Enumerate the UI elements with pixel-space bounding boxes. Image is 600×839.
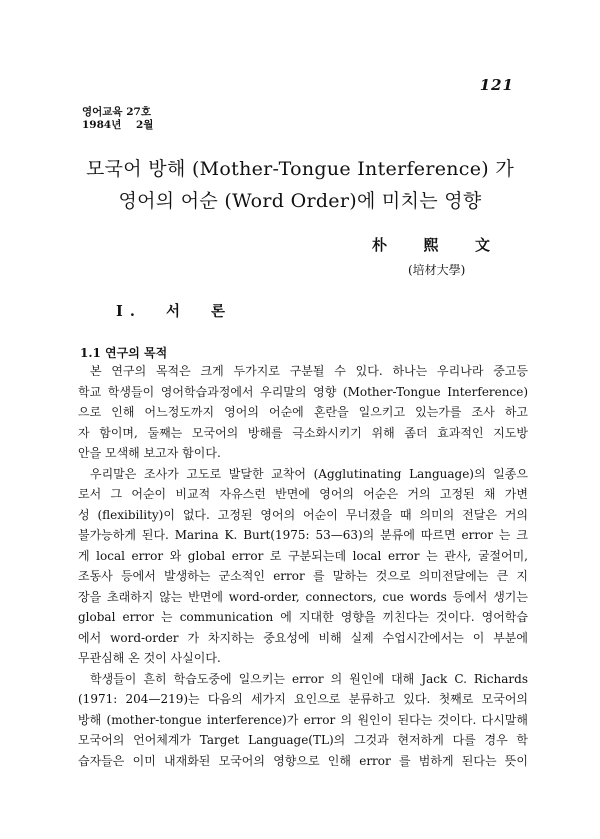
body-line: 불가능하게 된다. Marina K. Burt(1975: 53—63)의 분류에 따르면 error 는 크 xyxy=(78,528,528,542)
body-line: 우리말은 조사가 고도로 발달한 교착어 (Agglutinating Language)의 일종으 xyxy=(90,466,528,481)
body-line: 게 local error 와 global error 로 구분되는데 local error 는 관사, 굴절어미, xyxy=(78,548,528,563)
body-line: 자 함이며, 둘째는 모국어의 방해를 극소화시키기 위해 좀더 효과적인 지도방 xyxy=(78,425,528,440)
body-line: 본 연구의 목적은 크게 두가지로 구분될 수 있다. 하나는 우리나라 중고등 xyxy=(90,364,528,378)
body-line: 모국어의 언어체계가 Target Language(TL)의 그것과 현저하게 다를 경우 학 xyxy=(78,733,528,747)
body-line: 안을 모색해 보고자 함이다. xyxy=(78,446,221,460)
paper-title-line-1: 모국어 방해 (Mother-Tongue Interference) 가 xyxy=(86,158,514,180)
author-name-char: 朴 xyxy=(372,236,388,254)
journal-info xyxy=(82,106,153,132)
section-label-a: 서 xyxy=(165,303,181,320)
author-name xyxy=(372,234,490,255)
body-line: 학교 학생들이 영어학습과정에서 우리말의 영향 (Mother-Tongue Interference) xyxy=(78,384,528,399)
body-line: 로서 그 어순이 비교적 자유스런 반면에 영어의 어순은 거의 고정된 채 가변 xyxy=(78,487,528,501)
subsection-heading: 1.1 연구의 목적 xyxy=(80,346,168,360)
paper-title-line-2: 영어의 어순 (Word Order)에 미치는 영향 xyxy=(118,190,482,212)
body-line: 무관심해 온 것이 사실이다. xyxy=(78,651,221,665)
body-line: 방해 (mother-tongue interference)가 error 의 원인이 된다는 것이다. 다시말해 xyxy=(78,712,528,727)
body-line: 장을 초래하지 않는 반면에 word-order, connectors, cue words 등에서 생기는 xyxy=(78,589,528,604)
body-line: 습자들은 이미 내재화된 모국어의 영향으로 인해 error 를 범하게 된다는 뜻이 xyxy=(78,753,528,768)
author-name-char: 熙 xyxy=(423,236,439,254)
journal-issue: 영어교육 27호 xyxy=(82,106,151,118)
section-number: I . xyxy=(116,303,136,320)
section-label-b: 론 xyxy=(211,303,227,320)
body-line: 성 (flexibility)이 없다. 고정된 영어의 어순이 무너졌을 때 의미의 전달은 거의 xyxy=(78,507,528,522)
body-line: 으로 인해 어느정도까지 영어의 어순에 혼란을 일으키고 있는가를 조사 하고 xyxy=(78,405,528,419)
author-affiliation: (培材大學) xyxy=(408,263,466,277)
body-line: (1971: 204—219)는 다음의 세가지 요인으로 분류하고 있다. 첫째로 모국어의 xyxy=(78,692,528,706)
journal-date: 1984년 2월 xyxy=(82,119,154,131)
body-line: 조동사 등에서 발생하는 군소적인 error 를 말하는 것으로 의미전달에는 큰 지 xyxy=(78,569,528,583)
body-text xyxy=(78,361,528,771)
page-number: 121 xyxy=(479,76,514,94)
body-line: 에서 word-order 가 차지하는 중요성에 비해 실제 수업시간에서는 이 부분에 xyxy=(78,630,528,645)
body-line: global error 는 communication 에 지대한 영향을 끼친다는 것이다. 영어학습 xyxy=(78,610,528,624)
body-line: 학생들이 흔히 학습도중에 일으키는 error 의 원인에 대해 Jack C. Richards xyxy=(90,671,528,686)
section-heading xyxy=(116,300,226,321)
author-name-char: 文 xyxy=(474,236,490,254)
